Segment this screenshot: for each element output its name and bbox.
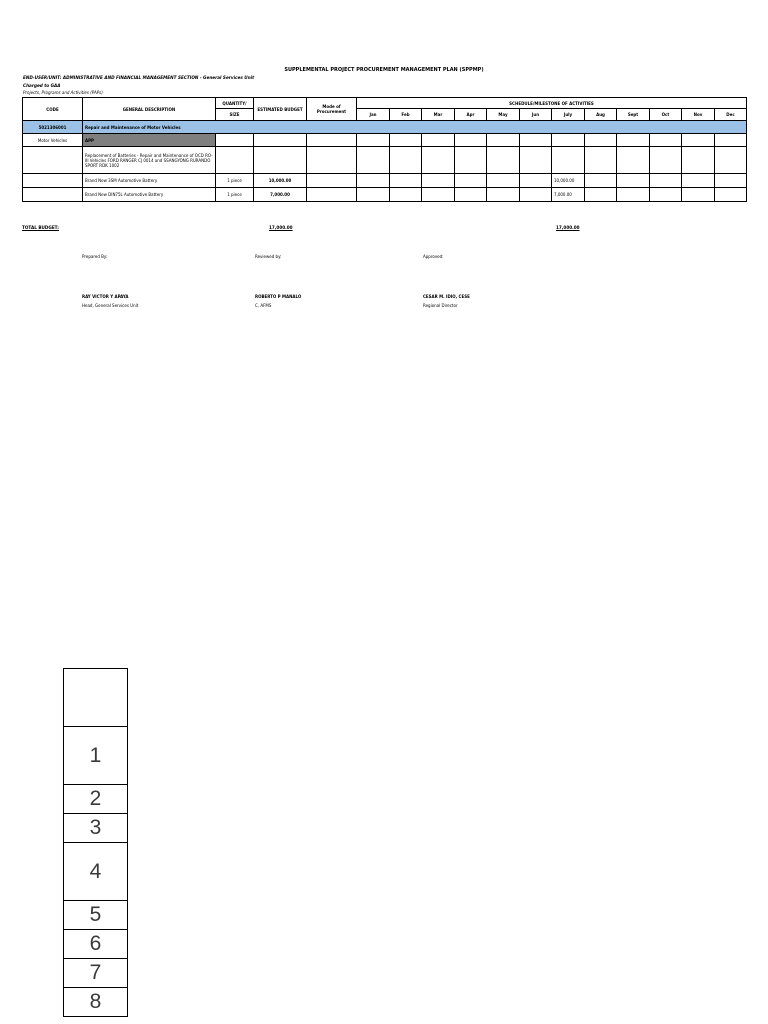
item-july-amount: 10,000.00 xyxy=(552,174,585,188)
row-number: 2 xyxy=(64,785,128,814)
reviewed-by-label: Reviewed by: xyxy=(255,254,282,259)
header-month: Feb xyxy=(390,109,422,121)
header-month: Aug xyxy=(585,109,617,121)
item-size: 1 piece xyxy=(216,174,254,188)
row-number: 7 xyxy=(64,959,128,988)
total-budget-amount: 17,000.00 xyxy=(269,225,293,230)
item-description: Replacement of Batteries - Repair and Maintenance of OCD RO-III Vehicles FORD RANGER CJ 0014 and SSANGYONG RURANDO SPORT RDK 1002 xyxy=(83,147,216,174)
header-estimated-budget: ESTIMATED BUDGET xyxy=(254,98,307,121)
prepared-by-title: Head, General Services Unit xyxy=(82,303,139,308)
header-mode-of-procurement: Mode of Procurement xyxy=(307,98,357,121)
row-number: 8 xyxy=(64,988,128,1017)
item-budget: 7,000.00 xyxy=(254,188,307,202)
row-header-blank xyxy=(64,669,128,727)
sub-code: Motor Vehicles xyxy=(23,134,83,147)
header-code: CODE xyxy=(23,98,83,121)
table-row-category xyxy=(23,121,747,134)
row-number: 5 xyxy=(64,901,128,930)
header-general-description: GENERAL DESCRIPTION xyxy=(83,98,216,121)
header-month: Sept xyxy=(617,109,650,121)
reviewed-by-name: ROBERTO P MANALO xyxy=(255,294,302,299)
prepared-by-name: RAY VICTOR Y APAYA xyxy=(82,294,129,299)
item-description: Brand New 3SM Automotive Battery xyxy=(83,174,216,188)
header-month: Apr xyxy=(455,109,487,121)
approved-label: Approved: xyxy=(423,254,444,259)
item-july-amount: 7,000.00 xyxy=(552,188,585,202)
category-description: Repair and Maintenance of Motor Vehicles xyxy=(83,121,747,134)
table-row xyxy=(23,188,747,202)
header-size: SIZE xyxy=(216,109,254,121)
table-row xyxy=(23,147,747,174)
header-month: Nov xyxy=(682,109,715,121)
table-row xyxy=(23,174,747,188)
header-month: May xyxy=(487,109,520,121)
paps-label: Projects, Programs and Activities (PAPs) xyxy=(23,90,103,95)
row-number: 6 xyxy=(64,930,128,959)
header-month: Oct xyxy=(650,109,682,121)
total-budget-label: TOTAL BUDGET: xyxy=(22,225,59,230)
category-code: 5021306001 xyxy=(23,121,83,134)
reviewed-by-title: C, AFMS xyxy=(255,303,272,308)
document-title: SUPPLEMENTAL PROJECT PROCUREMENT MANAGEMENT PLAN (SPPMP) xyxy=(284,67,484,73)
header-month: Jun xyxy=(520,109,552,121)
row-number: 1 xyxy=(64,727,128,785)
header-quantity: QUANTITY/ xyxy=(216,98,254,109)
charged-to: Charged to GAA xyxy=(23,83,61,88)
approved-by-name: CESAR M. IDIO, CESE xyxy=(423,294,470,299)
row-number-column xyxy=(63,668,128,1017)
end-user-unit: END-USER/UNIT: ADMINISTRATIVE AND FINANCIAL MANAGEMENT SECTION - General Services Unit xyxy=(23,75,255,80)
header-month: Jan xyxy=(357,109,390,121)
procurement-table xyxy=(22,97,747,202)
item-description: Brand New DIN75L Automotive Battery xyxy=(83,188,216,202)
prepared-by-label: Prepared By: xyxy=(82,254,108,259)
table-row xyxy=(23,134,747,147)
item-size: 1 piece xyxy=(216,188,254,202)
sub-description: APP xyxy=(83,134,216,147)
header-schedule: SCHEDULE/MILESTONE OF ACTIVITIES xyxy=(357,98,747,109)
approved-by-title: Regional Director xyxy=(423,303,458,308)
row-number: 4 xyxy=(64,843,128,901)
header-month: July xyxy=(552,109,585,121)
item-budget: 10,000.00 xyxy=(254,174,307,188)
header-month: Mar xyxy=(422,109,455,121)
row-number: 3 xyxy=(64,814,128,843)
total-july-amount: 17,000.00 xyxy=(556,225,580,230)
header-month: Dec xyxy=(715,109,747,121)
